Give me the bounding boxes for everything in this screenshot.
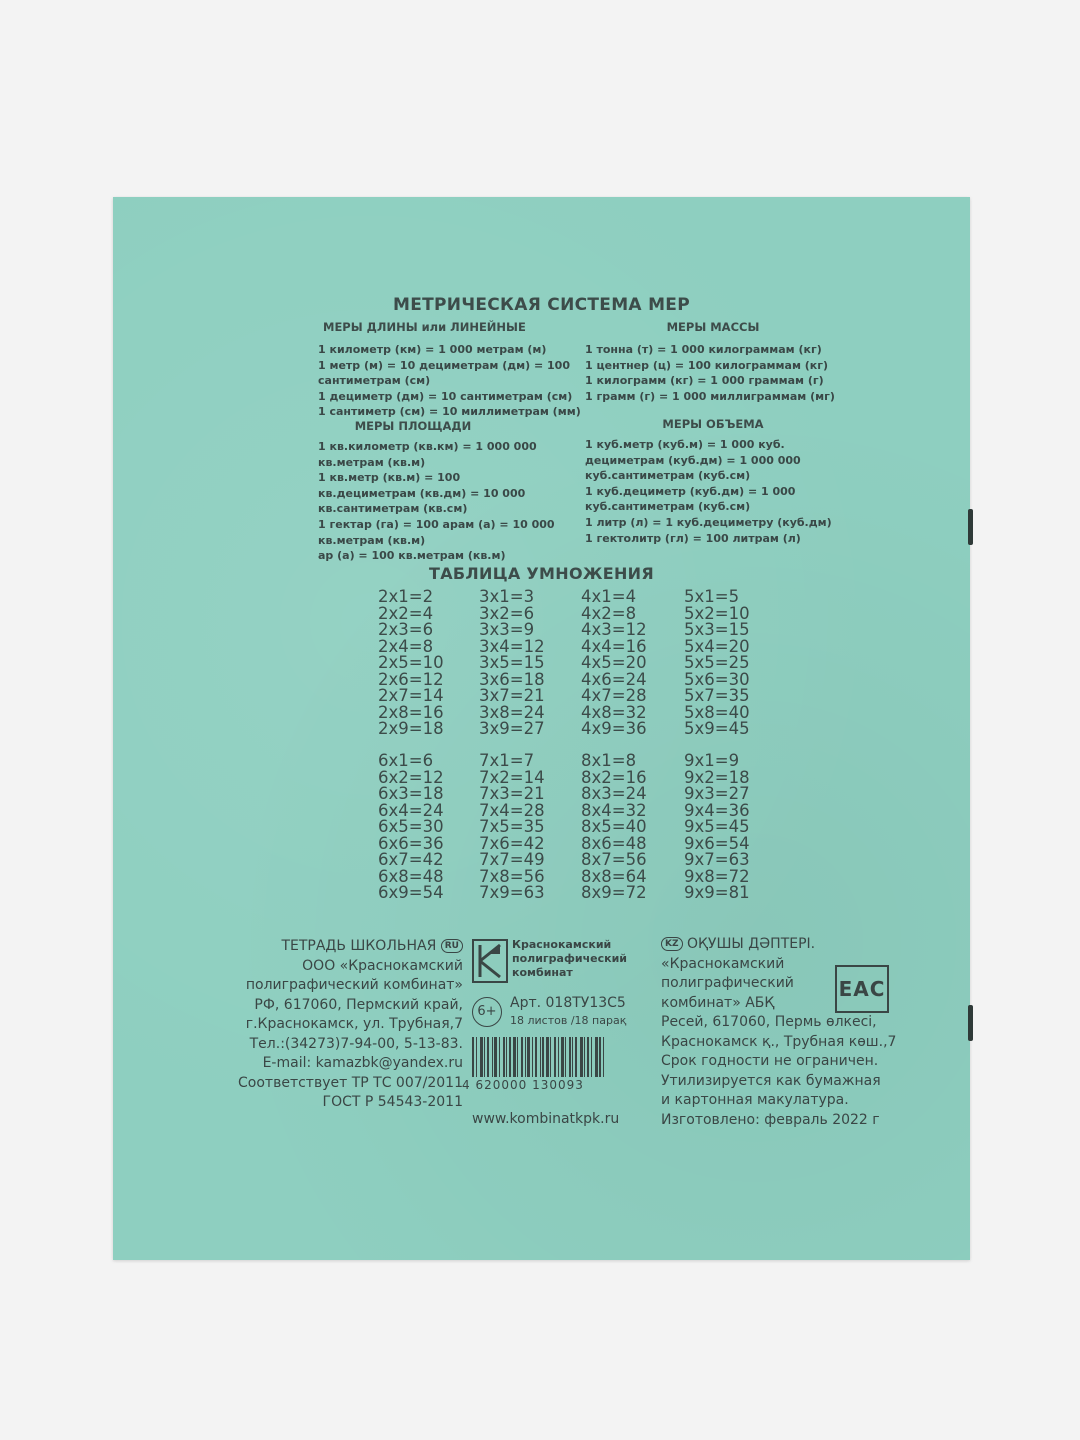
mult-cell: 3x8=24 (479, 702, 545, 722)
mult-cell: 9x7=63 (684, 850, 750, 869)
mass-line: 1 грамм (г) = 1 000 миллиграммам (мг) (585, 389, 835, 403)
mult-column (581, 589, 647, 738)
mult-cell: 2x6=12 (378, 669, 444, 689)
mult-cell: 5x7=35 (684, 686, 750, 705)
mult-cell: 7x2=14 (479, 767, 545, 787)
staple (968, 509, 973, 545)
volume-lines (585, 437, 832, 546)
mult-cell: 9x9=81 (684, 883, 750, 902)
logo-text-line: полиграфический (512, 952, 628, 965)
mult-cell: 3x9=27 (479, 719, 545, 738)
footer-right-line: Ресей, 617060, Пермь өлкесі, (661, 1014, 877, 1030)
mult-column (684, 753, 750, 902)
mult-column (479, 753, 545, 902)
mult-cell: 4x7=28 (581, 686, 647, 705)
area-line: 1 кв.километр (кв.км) = 1 000 000 (318, 440, 537, 453)
length-line: сантиметрам (см) (318, 374, 431, 388)
footer-right-line: Утилизируется как бумажная (661, 1072, 881, 1089)
footer-left-line: г.Краснокамск, ул. Трубная,7 (245, 1016, 463, 1032)
logo-text-line: Краснокамский (512, 938, 612, 951)
mult-cell: 3x5=15 (479, 653, 545, 672)
logo-text (512, 938, 627, 980)
mass-line: 1 центнер (ц) = 100 килограммам (кг) (585, 358, 829, 372)
mass-heading: МЕРЫ МАССЫ (666, 320, 760, 334)
footer-middle (462, 935, 650, 1133)
volume-line: куб.сантиметрам (куб.см) (585, 469, 751, 483)
metric-title: МЕТРИЧЕСКАЯ СИСТЕМА МЕР (393, 295, 690, 315)
mult-cell: 7x8=56 (479, 866, 545, 886)
volume-line: 1 гектолитр (гл) = 100 литрам (л) (585, 531, 801, 545)
mult-cell: 8x3=24 (581, 784, 647, 803)
mult-cell: 5x3=15 (684, 620, 750, 639)
mult-column (479, 589, 545, 738)
website: www.kombinatkpk.ru (472, 1111, 620, 1127)
article-number: Арт. 018ТУ13С5 (510, 995, 626, 1011)
length-lines (318, 342, 581, 420)
mult-cell: 8x6=48 (581, 833, 647, 853)
mult-cell: 4x3=12 (581, 620, 647, 639)
footer-left-line: полиграфический комбинат» (245, 977, 463, 993)
footer-left-line: ГОСТ Р 54543-2011 (322, 1094, 463, 1110)
length-heading: МЕРЫ ДЛИНЫ или ЛИНЕЙНЫЕ (323, 320, 526, 334)
volume-line: 1 литр (л) = 1 куб.дециметру (куб.дм) (585, 515, 832, 529)
ru-badge: RU (441, 939, 463, 953)
barcode (472, 1035, 604, 1077)
mult-cell: 3x4=12 (479, 636, 545, 656)
footer-left-line: РФ, 617060, Пермский край, (254, 996, 463, 1013)
volume-line: куб.сантиметрам (куб.см) (585, 500, 751, 514)
mult-cell: 9x4=36 (684, 800, 750, 820)
mult-cell: 6x1=6 (378, 751, 434, 770)
mult-cell: 5x4=20 (684, 636, 750, 656)
length-line: 1 километр (км) = 1 000 метрам (м) (318, 343, 547, 356)
mult-cell: 6x8=48 (378, 866, 444, 886)
area-line: кв.дециметрам (кв.дм) = 10 000 (318, 486, 526, 500)
mult-cell: 7x7=49 (479, 850, 545, 869)
eac-mark-icon: EAC (835, 965, 889, 1013)
volume-line: дециметрам (куб.дм) = 1 000 000 (585, 453, 801, 467)
area-line: кв.сантиметрам (кв.см) (318, 502, 468, 516)
mult-cell: 3x7=21 (479, 686, 545, 705)
volume-line: 1 куб.дециметр (куб.дм) = 1 000 (585, 484, 796, 498)
logo-text-line: комбинат (512, 966, 573, 979)
mult-cell: 2x9=18 (378, 719, 444, 738)
mult-cell: 4x2=8 (581, 603, 637, 623)
footer-left-line: E-mail: kamazbk@yandex.ru (262, 1055, 463, 1071)
mult-cell: 9x6=54 (684, 833, 750, 853)
footer-right-line: полиграфический (661, 975, 794, 991)
footer-right-line: Краснокамск қ., Трубная көш.,7 (661, 1033, 897, 1050)
mult-cell: 7x6=42 (479, 833, 545, 853)
mult-cell: 5x6=30 (684, 669, 750, 689)
mult-cell: 9x8=72 (684, 866, 750, 886)
age-rating-badge: 6+ (472, 997, 502, 1027)
mult-cell: 2x2=4 (378, 603, 434, 623)
area-line: кв.метрам (кв.м) (318, 455, 426, 469)
staple (968, 1005, 973, 1041)
footer-right-line: и картонная макулатура. (661, 1092, 849, 1108)
mult-cell: 5x1=5 (684, 587, 740, 606)
mult-cell: 2x1=2 (378, 587, 434, 606)
mult-cell: 8x4=32 (581, 800, 647, 820)
area-heading: МЕРЫ ПЛОЩАДИ (354, 419, 472, 433)
mult-cell: 8x1=8 (581, 751, 637, 770)
footer-left-title: ТЕТРАДЬ ШКОЛЬНАЯ (281, 938, 437, 954)
mult-column (378, 589, 444, 738)
mult-cell: 8x2=16 (581, 767, 647, 787)
footer-left-line: Соответствует ТР ТС 007/2011 (238, 1074, 463, 1091)
mult-cell: 5x2=10 (684, 603, 750, 623)
mass-line: 1 тонна (т) = 1 000 килограммам (кг) (585, 343, 822, 356)
barcode-digits: 4 620000 130093 (462, 1078, 584, 1092)
area-line: 1 гектар (га) = 100 арам (а) = 10 000 (318, 517, 555, 531)
mass-lines (585, 342, 835, 404)
mult-cell: 2x5=10 (378, 653, 444, 672)
mult-cell: 2x3=6 (378, 620, 434, 639)
length-line: 1 метр (м) = 10 дециметрам (дм) = 100 (318, 358, 570, 372)
mult-cell: 3x3=9 (479, 620, 535, 639)
mass-line: 1 килограмм (кг) = 1 000 граммам (г) (585, 374, 824, 388)
volume-heading: МЕРЫ ОБЪЕМА (662, 417, 764, 431)
mult-cell: 4x9=36 (581, 719, 647, 738)
mult-column (378, 753, 444, 902)
mult-cell: 6x4=24 (378, 800, 444, 820)
mult-cell: 6x7=42 (378, 850, 444, 869)
mult-cell: 5x8=40 (684, 702, 750, 722)
mult-cell: 3x6=18 (479, 669, 545, 689)
footer-left-line: Тел.:(34273)7-94-00, 5-13-83. (249, 1035, 463, 1052)
mult-cell: 7x3=21 (479, 784, 545, 803)
footer-right-line: «Краснокамский (661, 955, 785, 972)
multiplication-title: ТАБЛИЦА УМНОЖЕНИЯ (429, 564, 654, 583)
mult-cell: 2x4=8 (378, 636, 434, 656)
mult-cell: 8x8=64 (581, 866, 647, 886)
mult-cell: 4x8=32 (581, 702, 647, 722)
mult-cell: 2x7=14 (378, 686, 444, 705)
volume-line: 1 куб.метр (куб.м) = 1 000 куб. (585, 438, 785, 451)
mult-cell: 4x6=24 (581, 669, 647, 689)
mult-cell: 6x9=54 (378, 883, 444, 902)
mult-cell: 6x2=12 (378, 767, 444, 787)
mult-cell: 8x5=40 (581, 817, 647, 836)
length-line: 1 дециметр (дм) = 10 сантиметрам (см) (318, 389, 573, 403)
mult-cell: 7x4=28 (479, 800, 545, 820)
mult-cell: 4x5=20 (581, 653, 647, 672)
footer-right-line: Срок годности не ограничен. (661, 1053, 879, 1069)
area-lines (318, 439, 555, 564)
footer-right-line: Изготовлено: февраль 2022 г (661, 1111, 880, 1128)
length-line: 1 сантиметр (см) = 10 миллиметрам (мм) (318, 405, 581, 419)
mult-cell: 9x2=18 (684, 767, 750, 787)
mult-cell: 6x5=30 (378, 817, 444, 836)
kombinat-logo-icon (472, 939, 508, 983)
mult-cell: 9x3=27 (684, 784, 750, 803)
mult-cell: 7x9=63 (479, 883, 545, 902)
mult-cell: 2x8=16 (378, 702, 444, 722)
mult-cell: 7x5=35 (479, 817, 545, 836)
area-line: 1 кв.метр (кв.м) = 100 (318, 471, 461, 485)
kz-badge: KZ (661, 937, 683, 951)
footer-left (201, 937, 463, 1113)
footer-right-title: ОҚУШЫ ДӘПТЕРІ. (686, 936, 816, 952)
mult-cell: 6x3=18 (378, 784, 444, 803)
mult-cell: 8x7=56 (581, 850, 647, 869)
mult-cell: 4x1=4 (581, 587, 637, 606)
mult-cell: 4x4=16 (581, 636, 647, 656)
mult-cell: 9x5=45 (684, 817, 750, 836)
mult-cell: 3x1=3 (479, 587, 535, 606)
mult-column (581, 753, 647, 902)
footer-left-line: ООО «Краснокамский (302, 957, 463, 974)
mult-cell: 5x9=45 (684, 719, 750, 738)
mult-cell: 3x2=6 (479, 603, 535, 623)
area-line: ар (а) = 100 кв.метрам (кв.м) (318, 549, 506, 563)
sheets-count: 18 листов /18 парақ (510, 1014, 627, 1027)
mult-cell: 7x1=7 (479, 751, 535, 770)
mult-cell: 9x1=9 (684, 751, 740, 770)
notebook-back-cover (113, 197, 970, 1260)
mult-cell: 8x9=72 (581, 883, 647, 902)
footer-right-line: комбинат» АБҚ (661, 994, 775, 1011)
mult-cell: 5x5=25 (684, 653, 750, 672)
mult-cell: 6x6=36 (378, 833, 444, 853)
area-line: кв.метрам (кв.м) (318, 533, 426, 547)
mult-column (684, 589, 750, 738)
